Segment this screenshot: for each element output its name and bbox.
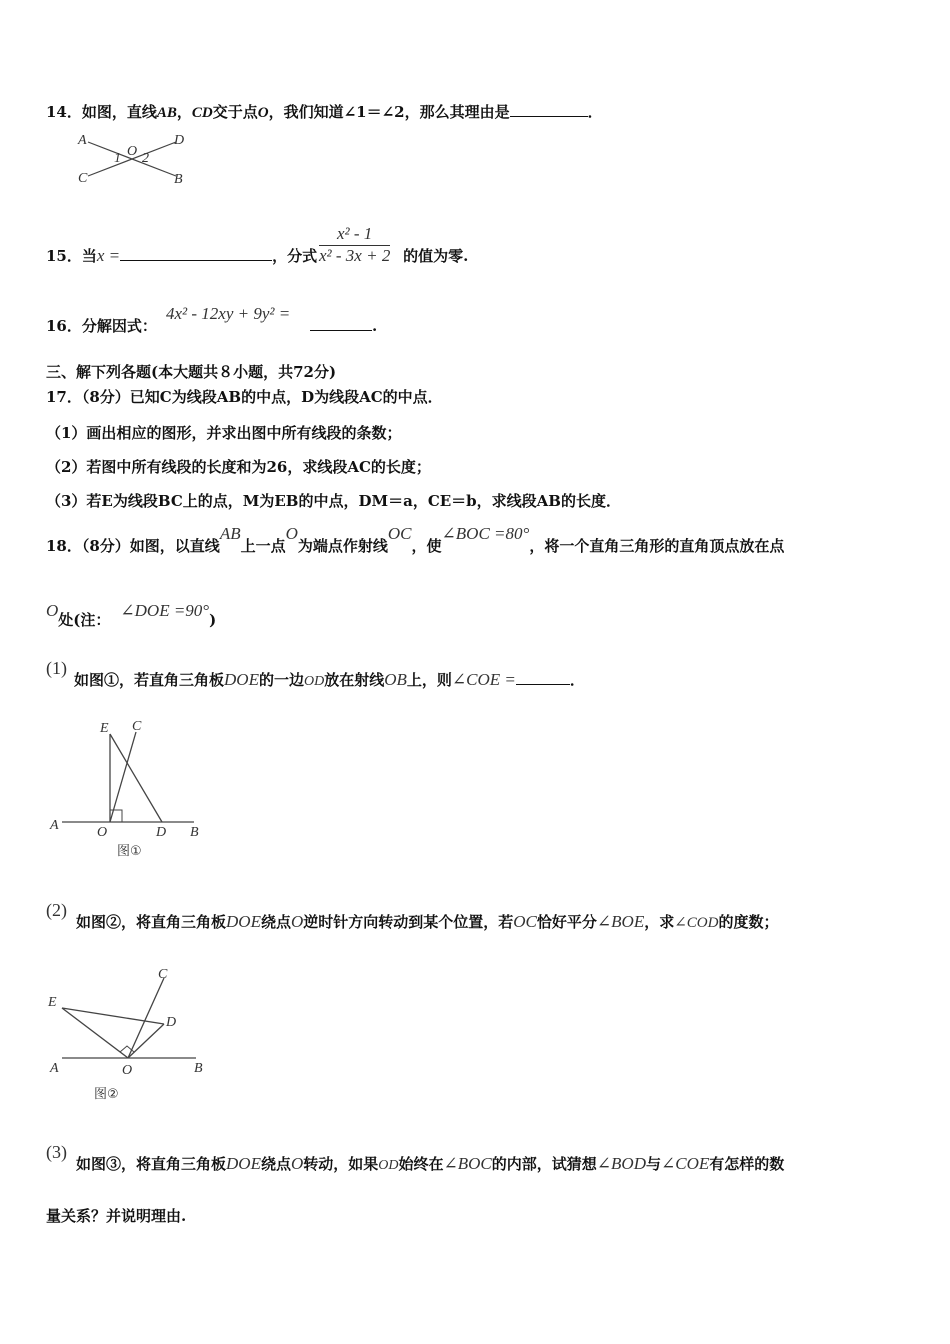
label-c: C (158, 967, 168, 982)
label-o: O (122, 1063, 133, 1078)
q15-numerator: x² - 1 (319, 224, 390, 246)
caption-fig-2: 图② (94, 1087, 119, 1102)
side-oe (62, 1008, 128, 1058)
part-3-text-continued: 量关系？并说明理由. (46, 1207, 187, 1225)
q17-part-3: （3）若E为线段BC上的点，M为EB的中点，DM＝a，CE＝b，求线段AB的长度． (46, 492, 621, 510)
label-c: C (78, 171, 88, 186)
label-o: O (127, 144, 138, 159)
part-3-text: 如图③，将直角三角板DOE绕点O转动，如果OD始终在∠BOC的内部，试猜想∠BOD与∠COE有怎样的数 (76, 1154, 785, 1173)
side-ed (110, 734, 162, 822)
q18-note: O处(注： ∠DOE =90°) (46, 601, 217, 629)
q16-stem: 16．分解因式： (46, 317, 157, 335)
q14-stem: 14．如图，直线AB，CD交于点O，我们知道∠1＝∠2，那么其理由是 ． (46, 103, 603, 121)
q15-fraction (319, 224, 390, 266)
part-2-text: 如图②，将直角三角板DOE绕点O逆时针方向转动到某个位置，若OC恰好平分∠BOE，求∠COD的度数； (76, 912, 779, 931)
part-3-number: (3) (46, 1142, 67, 1162)
caption-fig-1: 图① (117, 844, 142, 859)
ray-oc (110, 732, 136, 822)
label-e: E (48, 995, 57, 1010)
q15-denominator: x² - 3x + 2 (319, 246, 391, 265)
q16-blank-wrap: . (310, 316, 377, 336)
part-1-number: (1) (46, 658, 67, 678)
label-d: D (156, 825, 167, 840)
label-a: A (50, 818, 59, 833)
q17-part-1: （1）画出相应的图形，并求出图中所有线段的条数； (46, 424, 402, 442)
label-b: B (190, 825, 199, 840)
label-d: D (174, 133, 185, 148)
side-od (128, 1024, 164, 1058)
q14-answer-blank[interactable] (510, 102, 588, 117)
label-b: B (174, 172, 183, 187)
q17-stem: 17．（8分）已知C为线段AB的中点，D为线段AC的中点． (46, 388, 443, 406)
section-3-heading: 三、解下列各题(本大题共８小题，共72分) (46, 363, 337, 381)
label-angle-2: 2 (142, 151, 149, 166)
part-1-text: 如图①，若直角三角板DOE的一边OD放在射线OB上，则∠COE = ． (74, 670, 585, 689)
q16-expression: 4x² - 12xy + 9y² = (166, 304, 291, 323)
q14-figure (72, 128, 202, 188)
label-b: B (194, 1061, 203, 1076)
q16-answer-blank[interactable] (310, 316, 372, 331)
label-a: A (78, 133, 87, 148)
q15-stem: 15．当x = ，分式 的值为零. (46, 246, 469, 265)
ray-oc (128, 978, 164, 1058)
q18-stem: 18．（8分）如图，以直线AB上一点O为端点作射线OC，使∠BOC =80°，将一个直角三角形的直角顶点放在点 (46, 524, 785, 555)
label-d: D (166, 1015, 177, 1030)
figure-1 (44, 712, 214, 867)
q15-answer-blank[interactable] (120, 246, 272, 261)
part-1-answer-blank[interactable] (516, 670, 570, 685)
label-a: A (50, 1061, 59, 1076)
label-c: C (132, 719, 142, 734)
label-angle-1: 1 (114, 151, 121, 166)
label-e: E (100, 721, 109, 736)
figure-2 (44, 960, 219, 1110)
q17-part-2: （2）若图中所有线段的长度和为26，求线段AC的长度； (46, 458, 431, 476)
side-ed (62, 1008, 164, 1024)
part-2-number: (2) (46, 900, 67, 920)
label-o: O (97, 825, 108, 840)
